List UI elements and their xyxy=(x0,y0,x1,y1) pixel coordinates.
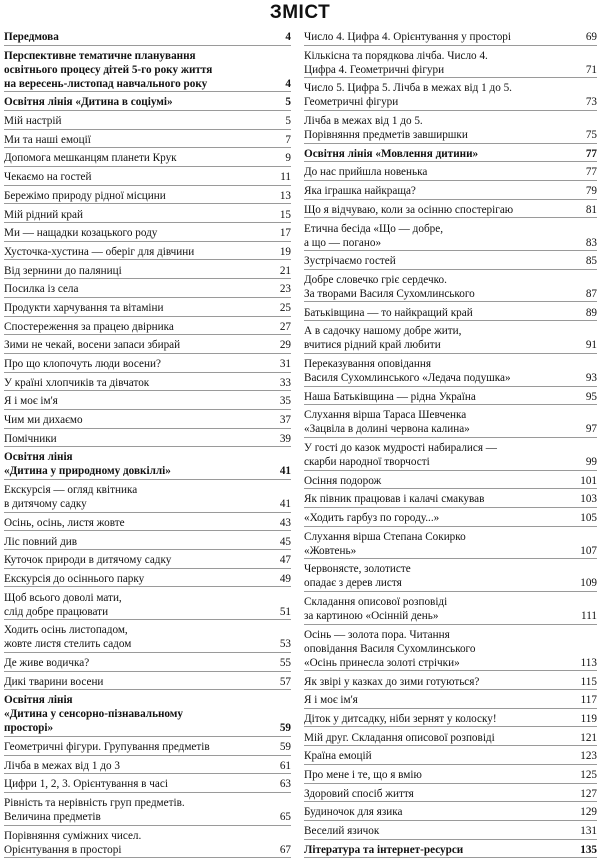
toc-entry-page: 123 xyxy=(580,750,597,763)
toc-entry xyxy=(4,623,291,653)
toc-entry xyxy=(4,516,291,532)
toc-entry-page: 7 xyxy=(285,133,291,146)
toc-entry-title: Мій друг. Складання описової розповіді xyxy=(304,731,495,744)
toc-entry-title: Число 4. Цифра 4. Орієнтування у просторі xyxy=(304,31,512,43)
toc-entry xyxy=(4,208,291,224)
toc-entry-title: Веселий язичок xyxy=(304,825,380,837)
toc-entry-title: До нас прийшла новенька xyxy=(304,166,428,179)
toc-entry-page: 4 xyxy=(285,77,291,90)
toc-entry xyxy=(304,165,597,181)
toc-entry-page: 4 xyxy=(285,31,291,43)
toc-entry-title: Осіння подорож xyxy=(304,474,382,487)
toc-entry-title: У країні хлопчиків та дівчаток xyxy=(4,376,150,389)
toc-entry xyxy=(4,170,291,186)
toc-entry xyxy=(304,511,597,527)
toc-entry xyxy=(4,320,291,336)
toc-entry xyxy=(4,796,291,826)
toc-entry-title: Від зернини до паляниці xyxy=(4,264,122,277)
toc-column-left xyxy=(4,30,291,861)
toc-entry-title: Осінь — золота пора. Читання оповідання Василя Сухомлинського «Осінь принесла золоті стрічки» xyxy=(304,628,476,669)
toc-entry xyxy=(4,777,291,793)
toc-entry-page: 127 xyxy=(580,787,597,800)
toc-entry-page: 71 xyxy=(585,63,597,76)
toc-entry xyxy=(304,273,597,303)
toc-section-heading xyxy=(4,450,291,480)
toc-entry-page: 93 xyxy=(585,371,597,384)
toc-entry-title: Добре словечко гріє сердечко. За творами Василя Сухомлинського xyxy=(304,273,475,300)
toc-entry-title: Ми — нащадки козацького роду xyxy=(4,227,158,240)
toc-entry-page: 79 xyxy=(585,185,597,198)
toc-entry-page: 129 xyxy=(580,806,597,819)
toc-entry-page: 43 xyxy=(279,516,291,529)
toc-entry xyxy=(304,712,597,728)
toc-entry-page: 41 xyxy=(279,465,291,478)
toc-entry xyxy=(4,656,291,672)
toc-entry xyxy=(4,394,291,410)
toc-entry-page: 97 xyxy=(585,423,597,436)
toc-entry xyxy=(4,413,291,429)
toc-entry-page: 105 xyxy=(580,512,597,525)
toc-entry-page: 65 xyxy=(279,811,291,824)
toc-entry xyxy=(304,492,597,508)
toc-entry xyxy=(4,591,291,621)
toc-entry-title: А в садочку нашому добре жити, вчитися рідний край любити xyxy=(304,325,462,352)
toc-entry-page: 29 xyxy=(279,339,291,352)
toc-entry-title: Я і моє ім'я xyxy=(4,395,58,408)
toc-entry-page: 35 xyxy=(279,395,291,408)
toc-entry-title: Переказування оповідання Василя Сухомлинського «Ледача подушка» xyxy=(304,357,511,384)
toc-entry-page: 111 xyxy=(581,610,597,623)
toc-entry-title: Зими не чекай, восени запаси збирай xyxy=(4,339,181,352)
toc-entry-page: 5 xyxy=(285,115,291,128)
toc-entry xyxy=(304,824,597,840)
toc-entry xyxy=(4,740,291,756)
toc-entry-page: 131 xyxy=(580,825,597,837)
toc-entry-page: 21 xyxy=(279,264,291,277)
toc-entry xyxy=(4,338,291,354)
toc-entry-page: 33 xyxy=(279,376,291,389)
toc-entry xyxy=(4,245,291,261)
toc-entry-page: 125 xyxy=(580,768,597,781)
toc-entry-title: Етична бесіда «Що — добре, а що — погано» xyxy=(304,222,443,249)
toc-entry-page: 115 xyxy=(580,675,597,688)
toc-entry-title: Про мене і те, що я вмію xyxy=(304,768,422,781)
toc-entry xyxy=(4,357,291,373)
toc-column-right xyxy=(304,30,597,861)
toc-entry xyxy=(4,535,291,551)
toc-entry-page: 99 xyxy=(585,456,597,468)
toc-entry-title: Батьківщина — то найкращий край xyxy=(304,306,473,319)
toc-entry-page: 89 xyxy=(585,306,597,319)
toc-entry-page: 11 xyxy=(280,171,291,184)
toc-entry-title: Про що клопочуть люди восени? xyxy=(4,358,161,370)
toc-entry-page: 83 xyxy=(585,236,597,249)
toc-entry-title: Діток у дитсадку, ніби зернят у колоску! xyxy=(304,712,497,725)
toc-entry-title: Слухання вірша Тараса Шевченка «Зацвіла в долині червона калина» xyxy=(304,409,470,436)
toc-entry-title: Освітня лінія «Дитина у природному довкіллі» xyxy=(4,451,171,478)
toc-entry xyxy=(4,151,291,167)
toc-entry xyxy=(304,768,597,784)
toc-entry xyxy=(304,595,597,625)
toc-entry-title: Мій настрій xyxy=(4,115,62,128)
toc-entry-page: 95 xyxy=(585,390,597,403)
toc-entry xyxy=(304,184,597,200)
toc-entry-page: 117 xyxy=(580,694,597,707)
toc-entry-page: 121 xyxy=(580,731,597,744)
toc-entry-page: 27 xyxy=(279,320,291,333)
toc-entry xyxy=(304,731,597,747)
toc-entry xyxy=(304,562,597,592)
toc-entry xyxy=(304,675,597,691)
toc-entry-title: Рівність та нерівність груп предметів. Величина предметів xyxy=(4,797,185,824)
toc-entry-page: 15 xyxy=(279,208,291,221)
toc-entry xyxy=(4,282,291,298)
toc-section-heading xyxy=(4,49,291,93)
toc-entry-title: Яка іграшка найкраща? xyxy=(304,185,416,198)
toc-entry-title: Як півник працював і калачі смакував xyxy=(304,493,485,506)
toc-entry-title: Як звірі у казках до зими готуються? xyxy=(304,675,480,688)
toc-entry-title: Щоб всього доволі мати, слід добре працювати xyxy=(4,591,122,618)
toc-entry-title: Ліс повний див xyxy=(4,535,78,548)
toc-entry-page: 77 xyxy=(585,147,597,160)
toc-entry-title: Освітня лінія «Дитина в соціумі» xyxy=(4,96,173,109)
toc-entry xyxy=(304,628,597,672)
toc-entry xyxy=(4,226,291,242)
toc-entry xyxy=(4,189,291,205)
toc-section-heading xyxy=(304,147,597,163)
toc-entry-page: 103 xyxy=(580,493,597,506)
toc-entry xyxy=(304,441,597,471)
toc-entry xyxy=(4,301,291,317)
toc-entry-page: 119 xyxy=(580,712,597,725)
toc-entry-title: Зустрічаємо гостей xyxy=(304,255,396,268)
toc-entry-title: Слухання вірша Степана Сокирко «Жовтень» xyxy=(304,530,466,557)
toc-entry xyxy=(304,787,597,803)
toc-entry-title: Наша Батьківщина — рідна Україна xyxy=(304,390,476,403)
toc-entry-title: Лічба в межах від 1 до 3 xyxy=(4,759,120,772)
toc-entry-page: 75 xyxy=(585,129,597,142)
toc-entry xyxy=(4,675,291,691)
toc-entry xyxy=(4,759,291,775)
toc-entry-page: 63 xyxy=(279,778,291,791)
toc-entry-title: Осінь, осінь, листя жовте xyxy=(4,516,125,529)
toc-entry xyxy=(4,376,291,392)
toc-entry-title: Ми та наші емоції xyxy=(4,133,91,146)
toc-entry-page: 61 xyxy=(279,759,291,772)
toc-entry xyxy=(4,572,291,588)
toc-entry-page: 9 xyxy=(285,152,291,165)
toc-entry-page: 51 xyxy=(279,605,291,618)
toc-entry-page: 85 xyxy=(585,255,597,268)
toc-entry-page: 31 xyxy=(279,358,291,370)
toc-entry-title: Екскурсія — огляд квітника в дитячому садку xyxy=(4,484,138,511)
toc-entry-page: 45 xyxy=(279,535,291,548)
toc-entry xyxy=(304,222,597,252)
toc-entry-page: 37 xyxy=(279,414,291,427)
toc-entry xyxy=(4,829,291,859)
toc-section-heading xyxy=(304,843,597,859)
toc-entry xyxy=(304,749,597,765)
toc-entry-title: Продукти харчування та вітаміни xyxy=(4,301,164,314)
toc-entry-page: 59 xyxy=(279,722,291,735)
toc-entry-title: Країна емоцій xyxy=(304,750,372,763)
toc-entry-title: Я і моє ім'я xyxy=(304,694,358,707)
toc-entry xyxy=(304,390,597,406)
toc-entry xyxy=(304,81,597,111)
toc-entry-page: 47 xyxy=(279,554,291,567)
toc-entry-page: 101 xyxy=(580,474,597,487)
toc-entry-page: 5 xyxy=(285,96,291,109)
toc-entry-page: 87 xyxy=(585,287,597,300)
toc-entry-title: Ходить осінь листопадом, жовте листя стелить садом xyxy=(4,624,132,651)
toc-entry-page: 39 xyxy=(279,432,291,445)
toc-entry-title: Освітня лінія «Мовлення дитини» xyxy=(304,147,479,160)
toc-entry-title: Дикі тварини восени xyxy=(4,675,104,688)
toc-entry-page: 113 xyxy=(580,656,597,669)
toc-entry xyxy=(304,693,597,709)
toc-entry-title: Екскурсія до осіннього парку xyxy=(4,572,145,585)
toc-entry-title: Чим ми дихаємо xyxy=(4,414,83,427)
toc-entry-title: Що я відчуваю, коли за осінню спостерігаю xyxy=(304,203,514,216)
toc-entry xyxy=(304,530,597,560)
toc-entry-title: Здоровий спосіб життя xyxy=(304,787,414,800)
toc-entry-page: 25 xyxy=(279,301,291,314)
toc-entry-page: 91 xyxy=(585,339,597,352)
toc-entry xyxy=(4,483,291,513)
toc-entry-title: Допомога мешканцям планети Крук xyxy=(4,152,177,165)
toc-section-heading xyxy=(4,30,291,46)
toc-entry-title: У гості до казок мудрості набиралися — скарби народної творчості xyxy=(304,442,497,468)
toc-entry-title: Мій рідний край xyxy=(4,208,83,221)
toc-entry-page: 13 xyxy=(279,189,291,202)
toc-entry-page: 55 xyxy=(279,656,291,669)
toc-entry-page: 67 xyxy=(279,843,291,856)
toc-entry-page: 109 xyxy=(580,577,597,590)
toc-entry-title: Куточок природи в дитячому садку xyxy=(4,554,172,567)
toc-section-heading xyxy=(4,95,291,111)
toc-entry-title: Будиночок для язика xyxy=(304,806,403,819)
toc-entry xyxy=(304,474,597,490)
toc-entry-title: Хусточка-хустина — оберіг для дівчини xyxy=(4,245,195,258)
toc-entry-page: 77 xyxy=(585,166,597,179)
toc-entry-title: Перспективне тематичне планування освітнього процесу дітей 5-го року життя на вересень-листопад навчального року xyxy=(4,49,213,90)
toc-entry xyxy=(304,357,597,387)
toc-entry xyxy=(4,264,291,280)
toc-entry-title: Де живе водичка? xyxy=(4,656,90,669)
toc-entry-page: 53 xyxy=(279,638,291,651)
toc-entry-page: 73 xyxy=(585,96,597,109)
toc-entry-page: 81 xyxy=(585,203,597,216)
toc-entry-page: 69 xyxy=(585,31,597,43)
page-title: ЗМІСТ xyxy=(269,2,331,23)
toc-entry-title: Передмова xyxy=(4,31,59,43)
toc-entry-title: Помічники xyxy=(4,432,57,445)
toc-entry-title: Бережімо природу рідної місцини xyxy=(4,189,166,202)
toc-entry xyxy=(304,324,597,354)
toc-entry-page: 19 xyxy=(279,245,291,258)
toc-entry-title: Число 5. Цифра 5. Лічба в межах від 1 до 5. Геометричні фігури xyxy=(304,82,512,109)
toc-entry-title: Спостереження за працею двірника xyxy=(4,320,174,333)
toc-entry-page: 49 xyxy=(279,572,291,585)
toc-entry-title: Порівняння суміжних чисел. Орієнтування в просторі xyxy=(4,829,142,856)
toc-entry-title: Лічба в межах від 1 до 5. Порівняння предметів завширшки xyxy=(304,115,468,142)
toc-entry xyxy=(304,203,597,219)
toc-entry-title: Кількісна та порядкова лічба. Число 4. Цифра 4. Геометричні фігури xyxy=(304,49,488,76)
toc-entry-page: 135 xyxy=(580,843,597,856)
toc-entry xyxy=(304,254,597,270)
toc-entry-page: 23 xyxy=(279,283,291,296)
toc-entry-title: Посилка із села xyxy=(4,283,79,296)
toc-entry xyxy=(304,306,597,322)
toc-entry-title: Чекаємо на гостей xyxy=(4,171,92,184)
toc-section-heading xyxy=(4,693,291,737)
toc-entry-title: Література та інтернет-ресурси xyxy=(304,843,464,856)
toc-entry-title: Складання описової розповіді за картиною «Осінній день» xyxy=(304,596,448,623)
toc-entry xyxy=(304,30,597,46)
toc-entry-title: Червонясте, золотисте опадає з дерев листя xyxy=(304,563,411,590)
toc-entry-page: 107 xyxy=(580,544,597,557)
toc-entry xyxy=(304,805,597,821)
toc-entry xyxy=(304,114,597,144)
toc-entry-page: 57 xyxy=(279,675,291,688)
toc-entry xyxy=(4,133,291,149)
toc-entry xyxy=(304,49,597,79)
toc-entry xyxy=(4,553,291,569)
toc-entry-title: Освітня лінія «Дитина у сенсорно-пізнавальному просторі» xyxy=(4,694,184,735)
toc-entry-page: 17 xyxy=(279,227,291,240)
toc-entry xyxy=(304,408,597,438)
toc-entry-page: 41 xyxy=(279,498,291,511)
toc-entry xyxy=(4,114,291,130)
toc-entry-page: 59 xyxy=(279,741,291,753)
toc-entry-title: Цифри 1, 2, 3. Орієнтування в часі xyxy=(4,778,168,791)
toc-entry xyxy=(4,432,291,448)
toc-entry-title: Геометричні фігури. Групування предметів xyxy=(4,741,210,753)
toc-entry-title: «Ходить гарбуз по городу...» xyxy=(304,512,440,525)
